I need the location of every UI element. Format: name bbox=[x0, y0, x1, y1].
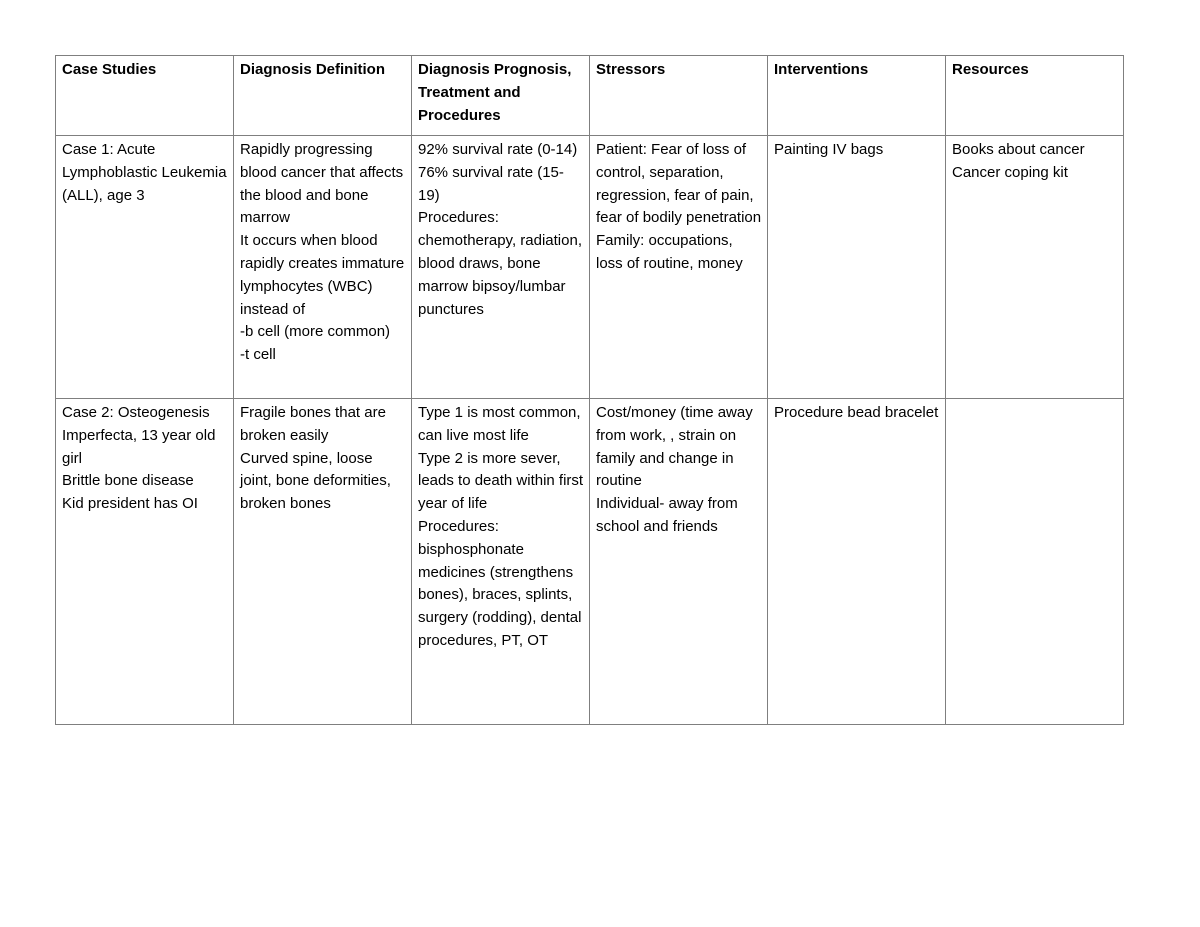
cell-line: Procedures: bisphosphonate medicines (strengthens bones), braces, splints, surgery (rodding), dental procedures, PT, OT bbox=[418, 517, 582, 649]
cell-line: Cost/money (time away from work, , strain on family and change in routine bbox=[596, 404, 753, 490]
case-study-table bbox=[55, 55, 1124, 725]
cell-diagnosis-definition bbox=[234, 399, 412, 725]
cell-line: It occurs when blood rapidly creates immature lymphocytes (WBC) instead of bbox=[240, 232, 405, 318]
cell-line: Books about cancer bbox=[952, 141, 1085, 158]
cell-line: Fragile bones that are broken easily bbox=[240, 404, 386, 444]
cell-line: Kid president has OI bbox=[62, 495, 198, 513]
cell-line: 92% survival rate (0-14) bbox=[418, 141, 578, 158]
cell-line: -b cell (more common) bbox=[240, 323, 391, 341]
cell-line: Individual- away from school and friends bbox=[596, 495, 738, 535]
cell-case-studies bbox=[56, 399, 234, 725]
cell-line: Case 2: Osteogenesis Imperfecta, 13 year old girl bbox=[62, 404, 216, 467]
cell-line: 76% survival rate (15-19) bbox=[418, 163, 564, 204]
table-row bbox=[56, 399, 1124, 725]
cell-line: Brittle bone disease bbox=[62, 472, 194, 490]
table-row bbox=[56, 136, 1124, 399]
cell-line: Painting IV bags bbox=[774, 141, 884, 158]
cell-line: Type 1 is most common, can live most life bbox=[418, 404, 581, 444]
cell-prognosis-treatment bbox=[412, 399, 590, 725]
cell-line: Family: occupations, loss of routine, money bbox=[596, 232, 743, 272]
cell-interventions bbox=[768, 136, 946, 399]
cell-stressors bbox=[590, 136, 768, 399]
header-case-studies: Case Studies bbox=[56, 56, 234, 136]
cell-stressors bbox=[590, 399, 768, 725]
cell-line: Procedure bead bracelet bbox=[774, 404, 939, 421]
header-stressors: Stressors bbox=[590, 56, 768, 136]
cell-prognosis-treatment bbox=[412, 136, 590, 399]
cell-case-studies bbox=[56, 136, 234, 399]
header-resources: Resources bbox=[946, 56, 1124, 136]
cell-line: Cancer coping kit bbox=[952, 163, 1068, 181]
header-diagnosis-definition: Diagnosis Definition bbox=[234, 56, 412, 136]
header-diagnosis-prognosis: Diagnosis Prognosis, Treatment and Procedures bbox=[412, 56, 590, 136]
cell-line: -t cell bbox=[240, 346, 276, 364]
header-interventions: Interventions bbox=[768, 56, 946, 136]
cell-diagnosis-definition bbox=[234, 136, 412, 399]
cell-line: Procedures: chemotherapy, radiation, blood draws, bone marrow bipsoy/lumbar punctures bbox=[418, 209, 582, 318]
cell-line: Patient: Fear of loss of control, separation, regression, fear of pain, fear of bodily penetration bbox=[596, 141, 762, 227]
cell-interventions bbox=[768, 399, 946, 725]
cell-line: Type 2 is more sever, leads to death within first year of life bbox=[418, 449, 584, 513]
table-header-row bbox=[56, 56, 1124, 136]
cell-resources bbox=[946, 399, 1124, 725]
cell-resources bbox=[946, 136, 1124, 399]
cell-line: Curved spine, loose joint, bone deformities, broken bones bbox=[240, 449, 391, 513]
cell-line: Case 1: Acute Lymphoblastic Leukemia (ALL), age 3 bbox=[62, 141, 227, 204]
cell-line: Rapidly progressing blood cancer that affects the blood and bone marrow bbox=[240, 141, 404, 227]
